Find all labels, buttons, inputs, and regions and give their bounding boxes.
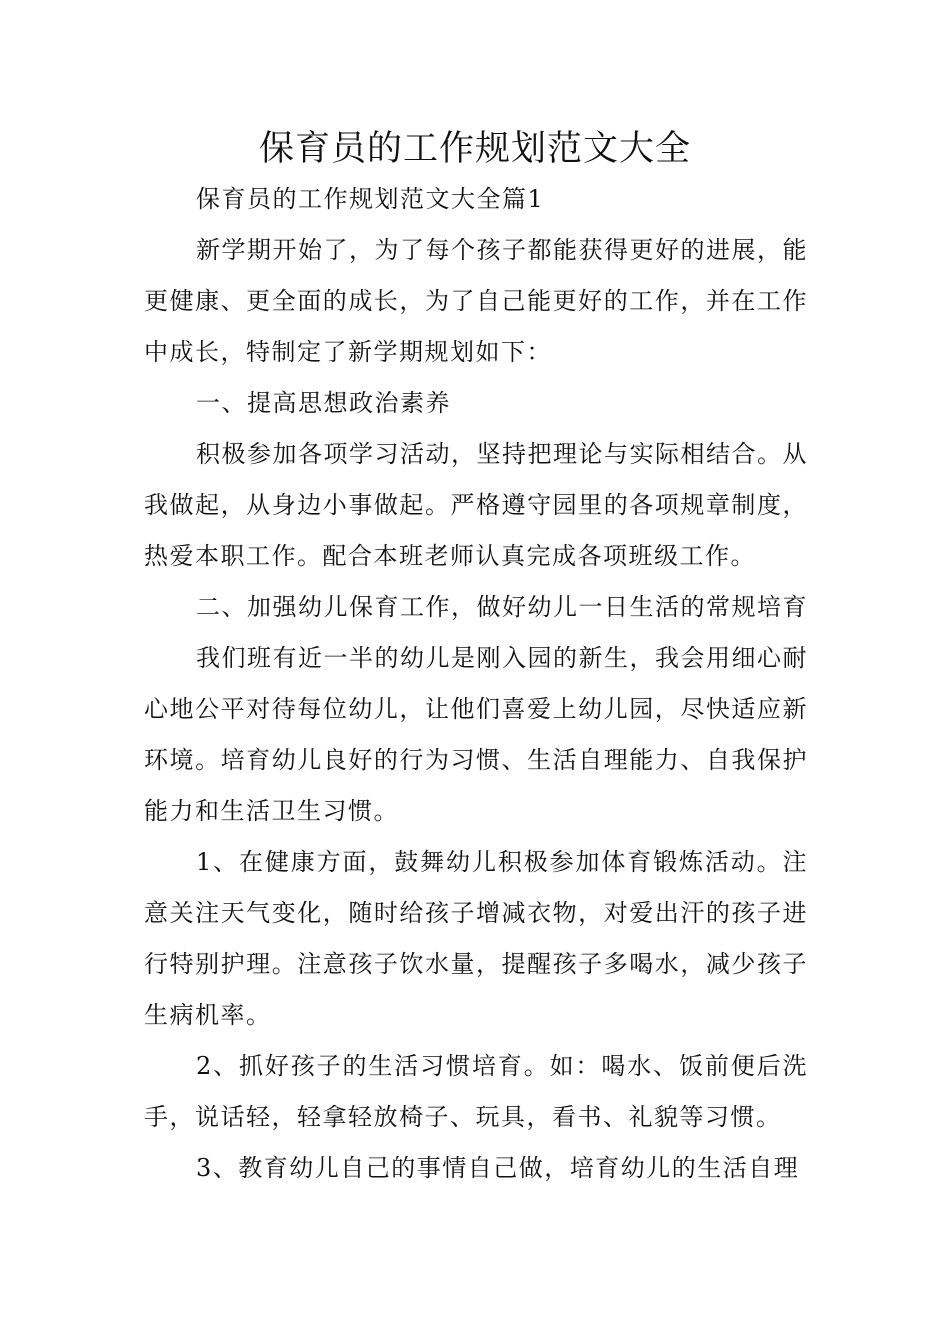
section-heading-1: 一、提高思想政治素养 (196, 389, 451, 417)
paragraph-2: 我们班有近一半的幼儿是刚入园的新生，我会用细心耐心地公平对待每位幼儿，让他们喜爱上幼儿园，尽快适应新环境。培育幼儿良好的行为习惯、生活自理能力、自我保护能力和生活卫生习惯。 (144, 644, 808, 825)
list-item-2: 2、抓好孩子的生活习惯培育。如：喝水、饭前便后洗手，说话轻，轻拿轻放椅子、玩具，看书、礼貌等习惯。 (144, 1052, 808, 1131)
list-item-1: 1、在健康方面，鼓舞幼儿积极参加体育锻炼活动。注意关注天气变化，随时给孩子增减衣物，对爱出汗的孩子进行特别护理。注意孩子饮水量，提醒孩子多喝水，减少孩子生病机率。 (144, 848, 808, 1029)
document-body (144, 174, 808, 1194)
list-item-3: 3、教育幼儿自己的事情自己做，培育幼儿的生活自理 (196, 1154, 800, 1182)
paragraph-1: 积极参加各项学习活动，坚持把理论与实际相结合。从我做起，从身边小事做起。严格遵守园里的各项规章制度，热爱本职工作。配合本班老师认真完成各项班级工作。 (144, 440, 808, 570)
intro-paragraph: 新学期开始了，为了每个孩子都能获得更好的进展，能更健康、更全面的成长，为了自己能更好的工作，并在工作中成长，特制定了新学期规划如下： (144, 236, 808, 366)
section-heading-2: 二、加强幼儿保育工作，做好幼儿一日生活的常规培育 (196, 593, 808, 621)
section-heading-part1: 保育员的工作规划范文大全篇1 (196, 185, 545, 213)
document-title: 保育员的工作规划范文大全 (258, 129, 691, 169)
